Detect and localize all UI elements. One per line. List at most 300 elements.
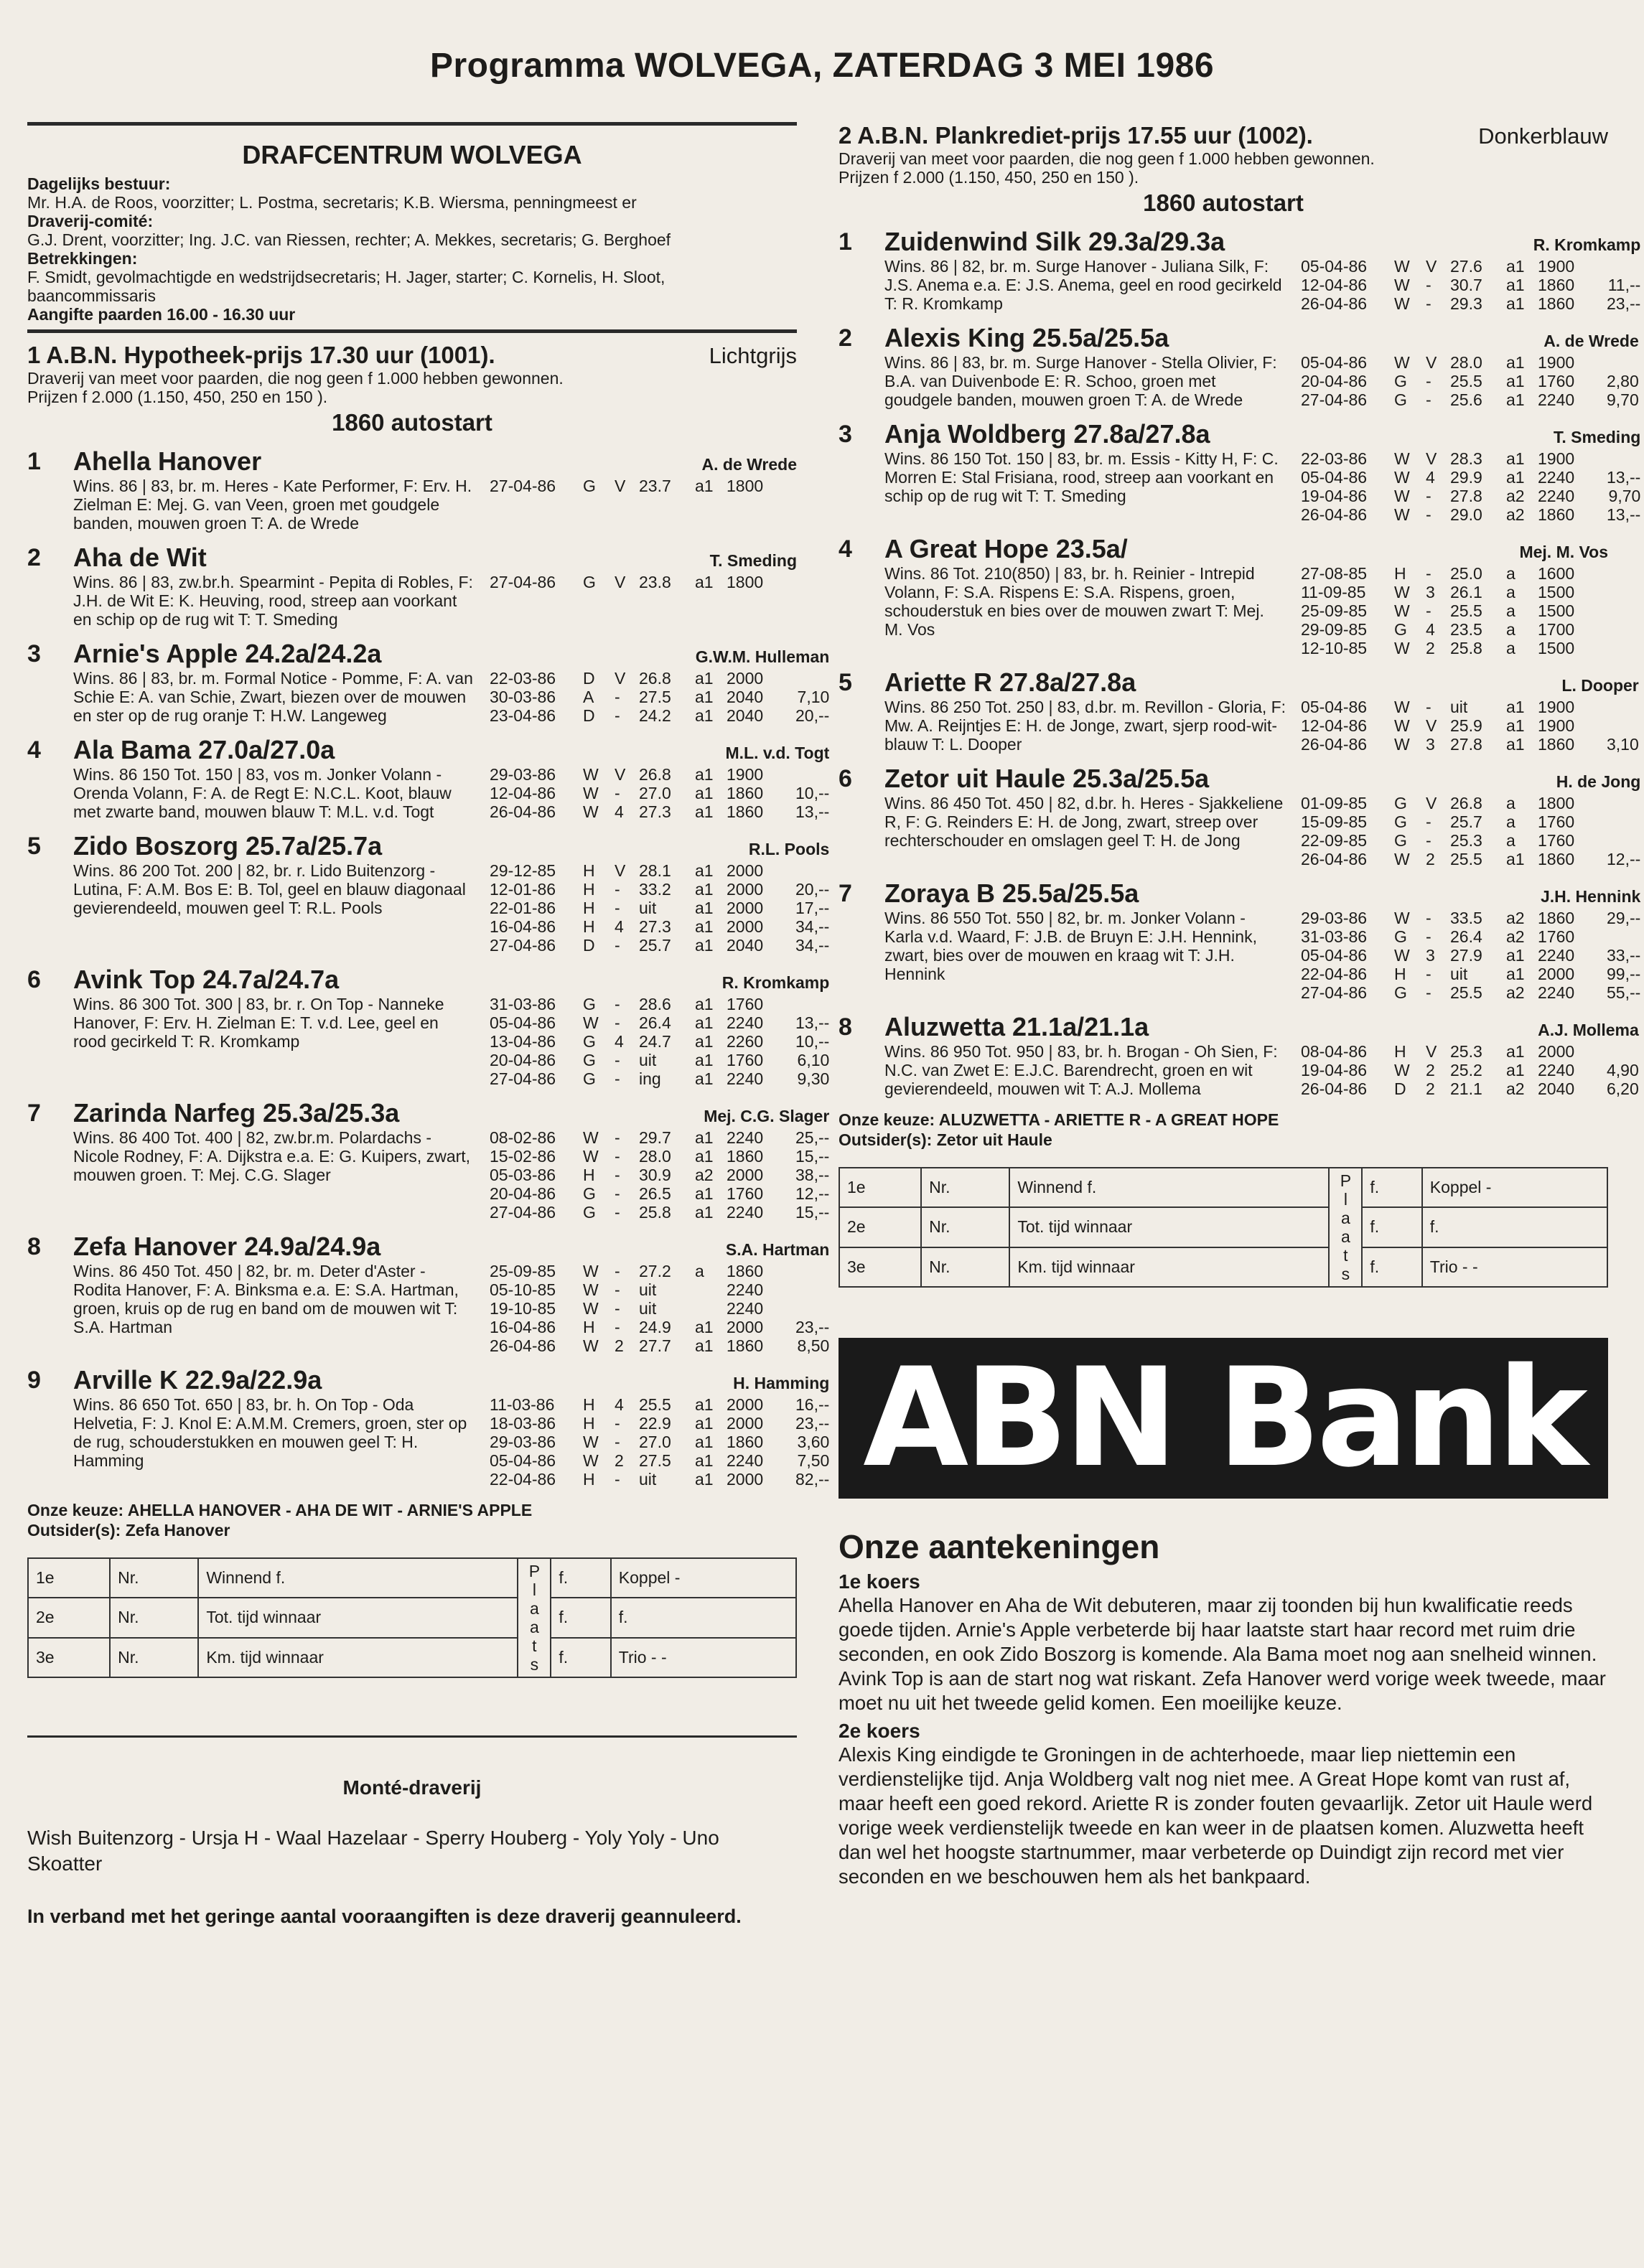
run-cell: W	[583, 1451, 599, 1470]
run-cell: 2240	[1538, 983, 1575, 1002]
horse-runs	[490, 765, 829, 821]
horse-details	[73, 965, 829, 1088]
horse-name: Zefa Hanover 24.9a/24.9a	[73, 1232, 381, 1261]
result-row	[28, 1558, 796, 1598]
run-cell: 15,--	[795, 1147, 830, 1166]
run-cell: -	[1426, 294, 1432, 313]
run-cell: a1	[1506, 965, 1525, 983]
run-cell: 2000	[727, 669, 764, 688]
run-cell: a2	[1506, 487, 1525, 505]
trio-cell	[1422, 1247, 1607, 1287]
run-cell: G	[1394, 812, 1407, 831]
run-row	[1301, 794, 1640, 812]
outsider-line	[839, 1130, 1608, 1150]
top-rule	[27, 122, 797, 126]
horse-description: Wins. 86 200 Tot. 200 | 82, br. r. Lido Buitenzorg - Lutina, F: A.M. Bos E: B. Tol, geel en blauw diagonaal gevierendeeld, mouwen geel T: R.L. Pools	[73, 861, 466, 917]
run-cell: -	[615, 1069, 620, 1088]
run-cell: 11-09-85	[1301, 583, 1366, 601]
run-cell: 1800	[727, 477, 764, 495]
horse-runs	[1301, 449, 1640, 524]
run-cell: 33.2	[639, 880, 671, 899]
run-cell: uit	[1450, 965, 1468, 983]
run-cell: a1	[695, 1051, 714, 1069]
run-cell: 27.5	[639, 688, 671, 706]
run-cell: 2000	[727, 917, 764, 936]
run-cell: a1	[695, 706, 714, 725]
run-cell: 1860	[727, 1147, 764, 1166]
run-cell: 12-01-86	[490, 880, 556, 899]
run-cell: 27.2	[639, 1262, 671, 1280]
run-cell: W	[1394, 735, 1410, 754]
run-cell: 13-04-86	[490, 1032, 556, 1051]
horse-body	[73, 477, 797, 533]
run-cell: W	[1394, 698, 1410, 716]
koppel-label: Koppel	[1429, 1178, 1482, 1197]
run-cell	[795, 477, 797, 495]
run-row	[1301, 620, 1608, 639]
horse-name-row	[884, 323, 1639, 353]
run-cell: H	[1394, 965, 1406, 983]
run-cell: 82,--	[795, 1470, 830, 1489]
place-cell: 2e	[28, 1598, 110, 1637]
run-cell: 27.3	[639, 917, 671, 936]
horse-name-row	[884, 764, 1640, 794]
horse-body	[884, 794, 1640, 868]
run-cell: W	[583, 1128, 599, 1147]
run-cell: 12,--	[795, 1184, 830, 1203]
run-cell: 1800	[727, 573, 764, 591]
run-cell: a1	[695, 1128, 714, 1147]
trio-label: Trio	[618, 1647, 647, 1667]
run-cell: D	[583, 936, 595, 955]
run-cell: 26-04-86	[1301, 505, 1368, 524]
run-cell: 1860	[727, 1433, 764, 1451]
horse-number: 2	[839, 324, 852, 352]
run-cell	[795, 1280, 829, 1299]
horse-description: Wins. 86 250 Tot. 250 | 83, d.br. m. Revillon - Gloria, F: Mw. A. Reijntjes E: H. de Jonge, zwart, sjerp rood-wit-blauw T: L. Dooper	[884, 698, 1286, 754]
horse-details	[884, 227, 1640, 313]
run-cell: 25.9	[1450, 716, 1482, 735]
run-row	[490, 1433, 829, 1451]
run-row	[490, 995, 829, 1013]
run-cell: G	[583, 1032, 596, 1051]
run-cell: 19-10-85	[490, 1299, 556, 1318]
horse-body	[884, 1042, 1639, 1098]
race-distance: 1860 autostart	[1143, 189, 1304, 216]
horse-details	[73, 1365, 829, 1489]
run-cell: a1	[695, 1318, 714, 1336]
run-cell: 24.9	[639, 1318, 671, 1336]
run-row	[490, 688, 829, 706]
run-cell: 25.8	[1450, 639, 1482, 657]
horse-number: 4	[839, 535, 852, 563]
run-row	[490, 1032, 829, 1051]
run-cell: G	[1394, 794, 1407, 812]
horse-driver: J.H. Hennink	[1540, 887, 1641, 906]
horse-driver: Mej. M. Vos	[1519, 543, 1608, 561]
horse-details	[73, 735, 829, 821]
run-row	[1301, 639, 1608, 657]
run-cell: 13,--	[1607, 505, 1641, 524]
horse-description: Wins. 86 Tot. 210(850) | 83, br. h. Reinier - Intrepid Volann, F: S.A. Rispens E: S.A. Rispens, groen, schouderstuk en bies over de mouwen zwart T: Mej. M. Vos	[884, 564, 1264, 639]
run-row	[490, 1203, 829, 1222]
run-cell: 29.3	[1450, 294, 1482, 313]
run-cell: 28.0	[639, 1147, 671, 1166]
run-row	[490, 1451, 829, 1470]
horse-name-row	[884, 227, 1640, 257]
run-cell: a1	[695, 899, 714, 917]
result-table	[839, 1167, 1608, 1288]
koppel-cell	[611, 1558, 796, 1598]
run-cell: G	[583, 1203, 596, 1222]
run-cell: 1860	[727, 784, 764, 802]
run-cell: a1	[695, 1470, 714, 1489]
page-title: Programma WOLVEGA, ZATERDAG 3 MEI 1986	[429, 47, 1215, 85]
run-cell: D	[1394, 1079, 1406, 1098]
race-header	[27, 342, 797, 369]
run-cell: W	[1394, 639, 1410, 657]
run-cell: 11,--	[1607, 276, 1641, 294]
run-cell: G	[583, 1184, 596, 1203]
run-cell: 27-04-86	[490, 936, 556, 955]
run-cell: 1760	[1538, 831, 1575, 850]
run-cell: V	[1426, 353, 1437, 372]
plaats-f-cell: f.	[1362, 1168, 1421, 1207]
horse-entry	[27, 1232, 830, 1355]
run-cell: -	[615, 1318, 620, 1336]
horse-name-row	[73, 543, 797, 573]
notes-paragraph-2: Alexis King eindigde te Groningen in de achterhoede, maar liep niettemin een verdienstelijke tijd. Anja Woldberg valt nog niet mee. A Great Hope komt van rust af, maar heeft een goed rekord. Ariette R is zonder fouten gevaarlijk. Zetor uit Haule werd vorige week verdienstelijk tweede en kan weer in de plaatsen komen. Aluzwetta heeft dan wel het hoogste startnummer, maar verbeterde op Duindigt zijn record met vier seconden en we beschouwen hem als het bankpaard.	[839, 1743, 1593, 1888]
horse-entry	[839, 534, 1608, 657]
run-cell: uit	[1450, 698, 1468, 716]
horse-number: 3	[839, 421, 852, 448]
run-cell: W	[1394, 909, 1410, 927]
run-cell: G	[583, 573, 596, 591]
horse-details	[73, 446, 797, 533]
run-cell: a1	[695, 936, 714, 955]
nr-cell: Nr.	[110, 1558, 198, 1598]
horse-body	[884, 353, 1639, 409]
horse-runs	[490, 1128, 829, 1222]
run-row	[490, 1318, 829, 1336]
horse-runs	[1301, 698, 1639, 754]
horse-name: Zuidenwind Silk 29.3a/29.3a	[884, 227, 1225, 256]
run-cell: -	[1426, 927, 1432, 946]
run-cell: 33.5	[1450, 909, 1482, 927]
run-cell: -	[615, 1128, 620, 1147]
keuze-label: Onze keuze:	[839, 1110, 935, 1129]
run-cell: 9,70	[1608, 487, 1641, 505]
run-cell: 22-09-85	[1301, 831, 1368, 850]
keuze-line	[839, 1110, 1608, 1130]
run-cell: 3	[1426, 946, 1435, 965]
run-cell: 1860	[727, 1336, 764, 1355]
run-cell: 28.6	[639, 995, 671, 1013]
run-row	[1301, 601, 1608, 620]
run-cell: 9,70	[1607, 390, 1639, 409]
horse-name-row	[73, 735, 829, 765]
run-cell: a	[1506, 583, 1515, 601]
run-cell: 25.7	[639, 936, 671, 955]
horse-entry	[27, 1098, 830, 1222]
run-cell: W	[1394, 353, 1410, 372]
run-cell: 1860	[1538, 276, 1575, 294]
run-cell: 2	[1426, 1061, 1435, 1079]
run-cell: a1	[695, 802, 714, 821]
run-cell: 13,--	[1607, 468, 1641, 487]
run-row	[490, 1184, 829, 1203]
run-cell: a1	[1506, 1042, 1525, 1061]
run-cell: -	[615, 995, 620, 1013]
run-cell	[695, 1299, 727, 1318]
run-cell: 23,--	[1607, 294, 1641, 313]
run-cell: 2240	[727, 1128, 764, 1147]
monte-cancel-notice: In verband met het geringe aantal vooraangiften is deze draverij geannuleerd.	[27, 1906, 742, 1927]
horse-runs	[1301, 794, 1640, 868]
run-cell: a1	[695, 1013, 714, 1032]
run-row	[490, 1069, 829, 1088]
run-cell: 22-04-86	[490, 1470, 556, 1489]
run-cell: a1	[1506, 716, 1525, 735]
run-cell: V	[1426, 794, 1437, 812]
notes-heading-2: 2e koers	[839, 1720, 920, 1742]
run-cell: 26-04-86	[1301, 1079, 1368, 1098]
run-cell: 26.8	[639, 765, 671, 784]
horse-name-row	[73, 965, 829, 995]
result-label-cell: Km. tijd winnaar	[1009, 1247, 1329, 1287]
run-cell: 1700	[1538, 620, 1575, 639]
run-cell: 20-04-86	[490, 1051, 556, 1069]
run-cell: W	[583, 1280, 599, 1299]
result-row	[839, 1207, 1607, 1247]
run-row	[490, 1336, 829, 1355]
horse-body	[73, 995, 829, 1088]
run-cell: 1600	[1538, 564, 1575, 583]
run-row	[1301, 294, 1640, 313]
run-cell: uit	[639, 899, 657, 917]
run-cell: 28.0	[1450, 353, 1482, 372]
run-cell: a1	[1506, 257, 1525, 276]
run-cell: -	[1426, 983, 1432, 1002]
horse-driver: A. de Wrede	[701, 455, 797, 474]
run-cell: W	[583, 765, 599, 784]
result-form-2	[839, 1167, 1608, 1288]
run-cell: a2	[1506, 505, 1525, 524]
run-cell: 1860	[1538, 294, 1575, 313]
run-cell: 1860	[1538, 735, 1575, 754]
horse-name-row	[884, 1012, 1639, 1042]
run-cell: 29-03-86	[490, 1433, 556, 1451]
run-cell: -	[615, 706, 620, 725]
run-cell: 26-04-86	[1301, 294, 1368, 313]
monte-rule	[27, 1735, 797, 1738]
run-cell: a1	[695, 1203, 714, 1222]
notes-title: Onze aantekeningen	[839, 1528, 1160, 1565]
run-row	[1301, 927, 1640, 946]
run-cell: 6,10	[797, 1051, 830, 1069]
run-cell: -	[615, 1262, 620, 1280]
run-row	[1301, 946, 1640, 965]
run-cell: 31-03-86	[1301, 927, 1368, 946]
run-cell: 25.5	[1450, 601, 1482, 620]
run-row	[490, 802, 829, 821]
race-title: 2 A.B.N. Plankrediet-prijs 17.55 uur (1002).	[839, 122, 1313, 149]
run-cell: 1860	[1538, 850, 1575, 868]
run-cell: 26-04-86	[490, 802, 556, 821]
horse-driver: T. Smeding	[1553, 428, 1641, 446]
trio-dash: - -	[1462, 1257, 1478, 1276]
run-cell: 05-04-86	[1301, 698, 1368, 716]
koppel-f-cell: f.	[1422, 1207, 1607, 1247]
run-cell: 22-03-86	[1301, 449, 1368, 468]
horse-details	[73, 1098, 829, 1222]
run-cell	[1607, 564, 1608, 583]
horse-entry	[839, 667, 1639, 754]
run-cell: 22.9	[639, 1414, 671, 1433]
run-row	[1301, 1042, 1639, 1061]
run-cell: a1	[695, 861, 714, 880]
race-color: Lichtgrijs	[709, 343, 797, 368]
horse-runs	[490, 669, 829, 725]
horse-number: 4	[27, 736, 41, 764]
run-cell: -	[1426, 276, 1432, 294]
notes-heading-1: 1e koers	[839, 1570, 920, 1593]
run-cell: 08-02-86	[490, 1128, 556, 1147]
run-cell: W	[1394, 468, 1410, 487]
run-cell: 2000	[727, 1318, 764, 1336]
run-cell	[1607, 449, 1640, 468]
place-cell: 1e	[28, 1558, 110, 1598]
horse-name: Ahella Hanover	[73, 446, 262, 476]
horse-entry	[27, 1365, 830, 1489]
run-cell: -	[615, 688, 620, 706]
outsider-value: Zetor uit Haule	[936, 1130, 1052, 1149]
run-cell: 2000	[727, 1166, 764, 1184]
result-row	[28, 1638, 796, 1677]
place-cell: 2e	[839, 1207, 921, 1247]
run-row	[1301, 353, 1639, 372]
run-cell: 16-04-86	[490, 1318, 556, 1336]
plaats-cell: P l a a t s	[1329, 1168, 1362, 1287]
horse-runs	[490, 1395, 829, 1489]
run-cell: 2240	[1538, 468, 1575, 487]
run-cell	[1607, 831, 1640, 850]
comite-label: Draverij-comité:	[27, 212, 154, 230]
race-title: 1 A.B.N. Hypotheek-prijs 17.30 uur (1001).	[27, 342, 495, 368]
run-cell: 26.4	[1450, 927, 1482, 946]
run-row	[1301, 983, 1640, 1002]
run-cell: 2040	[727, 706, 764, 725]
run-cell: 2240	[727, 1203, 764, 1222]
run-row	[1301, 850, 1640, 868]
horse-number: 1	[27, 448, 41, 475]
run-cell: -	[615, 1299, 620, 1318]
race-prizes: Prijzen f 2.000 (1.150, 450, 250 en 150 ).	[27, 388, 328, 406]
run-cell: 2040	[727, 936, 764, 955]
race-color: Donkerblauw	[1478, 123, 1608, 149]
result-form-1	[27, 1557, 797, 1678]
run-row	[490, 1414, 829, 1433]
run-cell: V	[1426, 257, 1437, 276]
run-cell: V	[615, 573, 626, 591]
horse-driver: G.W.M. Hulleman	[695, 647, 830, 666]
horse-runs	[490, 1262, 829, 1355]
horse-name: Aha de Wit	[73, 543, 207, 572]
result-table	[27, 1557, 797, 1678]
horse-description: Wins. 86 | 83, zw.br.h. Spearmint - Pepita di Robles, F: J.H. de Wit E: K. Heuving, rood, streep aan voorkant en schip op de rug wit T: T. Smeding	[73, 573, 473, 629]
run-cell: 2	[615, 1336, 624, 1355]
run-cell: W	[1394, 276, 1410, 294]
run-cell: 25.0	[1450, 564, 1482, 583]
horse-runs	[490, 995, 829, 1088]
run-cell: 13,--	[795, 802, 830, 821]
run-row	[1301, 468, 1640, 487]
place-cell: 3e	[28, 1638, 110, 1677]
run-cell: W	[1394, 487, 1410, 505]
horse-driver: A. de Wrede	[1543, 332, 1639, 350]
aangifte-text: Aangifte paarden 16.00 - 16.30 uur	[27, 305, 296, 324]
run-cell: 25-09-85	[1301, 601, 1368, 620]
run-cell: 3,60	[797, 1433, 830, 1451]
run-cell	[1607, 698, 1639, 716]
horse-number: 6	[27, 966, 41, 993]
run-cell: W	[583, 1433, 599, 1451]
nr-cell: Nr.	[110, 1638, 198, 1677]
run-row	[490, 1262, 829, 1280]
run-cell: 1500	[1538, 639, 1575, 657]
koppel-label: Koppel	[618, 1568, 671, 1588]
horse-runs	[1301, 909, 1640, 1002]
run-cell: 22-04-86	[1301, 965, 1368, 983]
run-cell: uit	[639, 1299, 657, 1318]
run-cell: H	[1394, 564, 1406, 583]
run-cell: 16-04-86	[490, 917, 556, 936]
run-cell: uit	[639, 1280, 657, 1299]
run-cell	[795, 1262, 829, 1280]
run-cell: D	[583, 706, 595, 725]
run-cell: 25.3	[1450, 831, 1482, 850]
race-1	[27, 342, 830, 1540]
run-cell: a1	[1506, 390, 1525, 409]
horse-body	[73, 1128, 829, 1222]
run-cell: 12-04-86	[1301, 276, 1368, 294]
notes-paragraph-1: Ahella Hanover en Aha de Wit debuteren, maar zij toonden bij hun kwalificatie reeds goede tijden. Arnie's Apple verbeterde bij haar laatste start haar record met ruim drie seconden, en ook Zido Boszorg is komende. Ala Bama moet nog aan snelheid winnen. Avink Top is aan de start nog wat riskant. Zefa Hanover werd vorige week tweede, maar moet nu uit het tweede gelid komen. Een moeilijke keuze.	[839, 1594, 1606, 1714]
horse-number: 8	[839, 1013, 852, 1041]
run-cell: 12-04-86	[1301, 716, 1368, 735]
run-cell: 26.5	[639, 1184, 671, 1203]
run-row	[1301, 564, 1608, 583]
run-cell: V	[615, 669, 626, 688]
run-cell	[795, 573, 797, 591]
run-cell: 15,--	[795, 1203, 830, 1222]
horse-number: 5	[839, 669, 852, 696]
run-cell: 27-04-86	[490, 573, 556, 591]
run-cell: 30-03-86	[490, 688, 556, 706]
race-prizes: Prijzen f 2.000 (1.150, 450, 250 en 150 ).	[839, 168, 1139, 187]
club-info	[27, 174, 797, 324]
run-cell: a1	[695, 669, 714, 688]
horse-entry	[839, 323, 1639, 409]
horse-name: Arnie's Apple 24.2a/24.2a	[73, 639, 382, 668]
run-cell: 27.6	[1450, 257, 1482, 276]
run-cell: -	[1426, 487, 1432, 505]
horse-name-row	[73, 831, 829, 861]
horse-body	[884, 698, 1639, 754]
run-cell: H	[583, 1318, 595, 1336]
run-cell: 1900	[1538, 257, 1575, 276]
run-row	[1301, 276, 1640, 294]
run-cell: -	[615, 1470, 620, 1489]
